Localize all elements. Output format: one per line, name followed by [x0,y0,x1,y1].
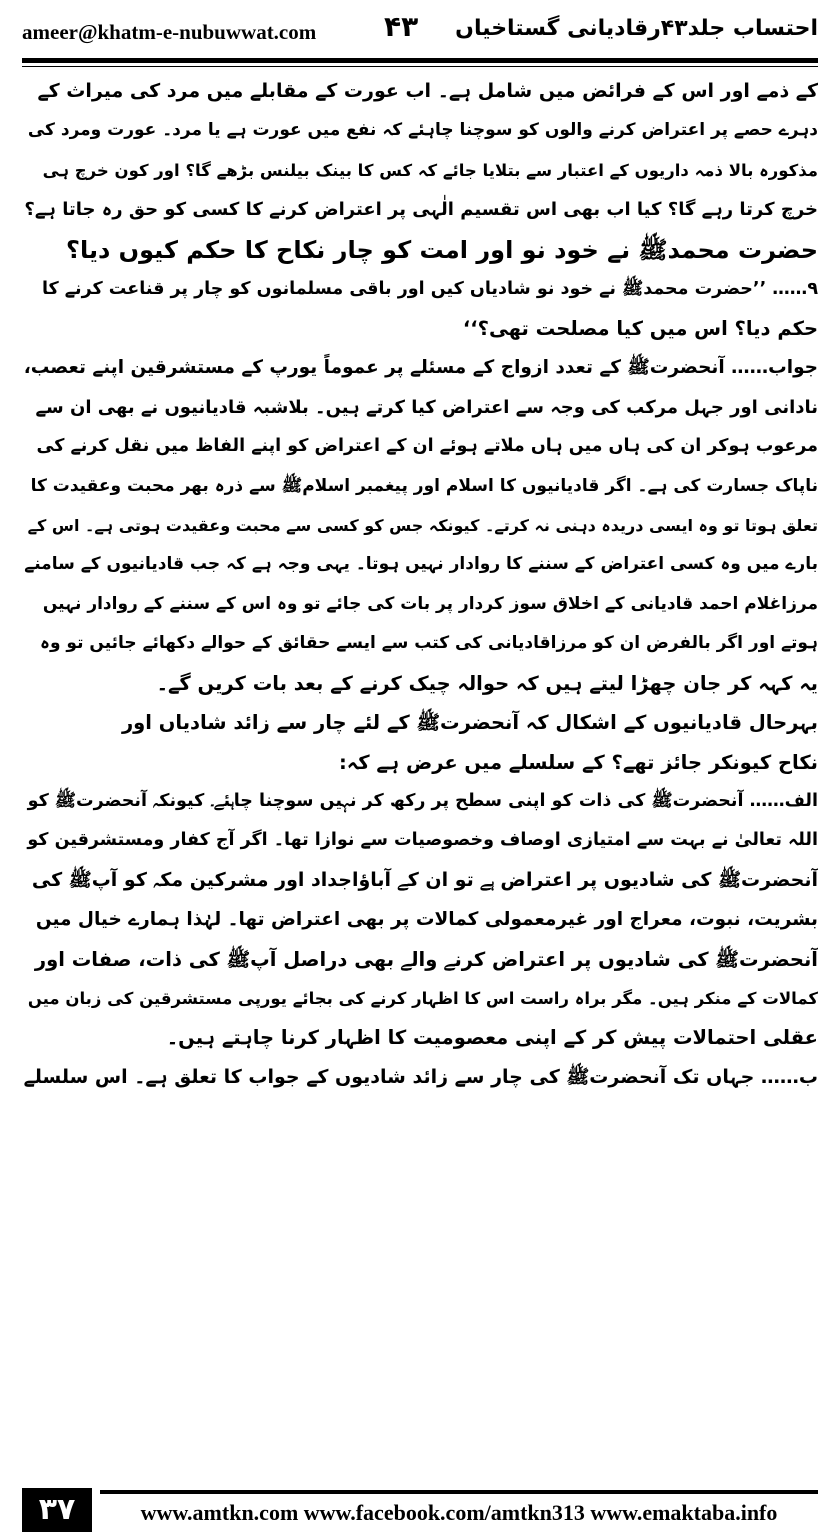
body-line: عقلی احتمالات پیش کر کے اپنی معصومیت کا اظہار کرنا چاہتے ہیں۔ [166,1026,818,1050]
footer-page-number: ۳۷ [22,1488,92,1532]
body-line: دہرے حصے پر اعتراض کرنے والوں کو سوچنا چاہئے کہ نفع میں عورت ہے یا مرد۔ عورت ومرد کی [27,120,818,141]
body-line: نادانی اور جہل مرکب کی وجہ سے اعتراض کیا کرتے ہیں۔ بلاشبہ قادیانیوں نے بھی ان سے [35,396,818,418]
body-line: ۹…… ’’حضرت محمدﷺ نے خود نو شادیاں کیں اور باقی مسلمانوں کو چار پر قناعت کرنے کا [41,278,818,299]
body-line: ہوتے اور اگر بالفرض ان کو مرزاقادیانی کی کتب سے ایسے حقائق کے حوالے دکھائے جائیں تو وہ [39,633,818,654]
body-line: ب…… جہاں تک آنحضرتﷺ کی چار سے زائد شادیوں کے جواب کا تعلق ہے۔ اس سلسلے [23,1065,818,1088]
header-page-number: ۴۳ [384,10,419,43]
section-heading: حضرت محمدﷺ نے خود نو اور امت کو چار نکاح کا حکم کیوں دیا؟ [66,235,818,264]
footer-links[interactable]: www.amtkn.com www.facebook.com/amtkn313 www.emaktaba.info [140,1500,778,1525]
header-rule-thick [22,58,818,63]
footer-rule [100,1490,818,1494]
header-email[interactable]: ameer@khatm-e-nubuwwat.com [22,20,317,44]
page-header [22,6,818,60]
body-line: جواب…… آنحضرتﷺ کے تعدد ازواج کے مسئلے پر عموماً یورپ کے مستشرقین اپنے تعصب، [23,357,818,379]
book-title: احتساب جلد۴۳رقادیانی گستاخیاں [455,16,818,41]
body-line: خرچ کرتا رہے گا؟ کیا اب بھی اس تقسیم الٰہی پر اعتراض کرنے کا کسی کو حق رہ جاتا ہے؟ [24,199,818,221]
body-line: حکم دیا؟ اس میں کیا مصلحت تھی؟‘‘ [462,317,818,341]
page-body [22,72,818,1097]
body-line: کمالات کے منکر ہیں۔ مگر براہ راست اس کا اظہار کرنے کی بجائے یورپی مستشرقین کی زبان میں [27,988,818,1008]
body-line: بہرحال قادیانیوں کے اشکال کہ آنحضرتﷺ کے لئے چار سے زائد شادیاں اور [121,711,818,735]
body-line: مرعوب ہوکر ان کی ہاں میں ہاں ملاتے ہوئے ان کے اعتراض کو اپنے الفاظ میں نقل کرنے کی [36,436,818,457]
body-line: بشریت، نبوت، معراج اور غیرمعمولی کمالات پر بھی اعتراض تھا۔ لہٰذا ہمارے خیال میں [35,909,818,931]
body-line: تعلق ہوتا تو وہ ایسی دریدہ دہنی نہ کرتے۔ کیونکہ جس کو کسی سے محبت وعقیدت ہوتی ہے۔ اس کے [27,516,818,536]
body-line: کے ذمے اور اس کے فرائض میں شامل ہے۔ اب عورت کے مقابلے میں مرد کی میراث کے [37,80,818,102]
body-line: بارے میں وہ کسی اعتراض کے سننے کا روادار نہیں ہوتا۔ یہی وجہ ہے کہ جب قادیانیوں کے سامنے [24,554,818,575]
body-line: یہ کہہ کر جان چھڑا لیتے ہیں کہ حوالہ چیک کرنے کے بعد بات کریں گے۔ [156,671,818,695]
body-line: نکاح کیونکر جائز تھے؟ کے سلسلے میں عرض ہے کہ: [338,750,818,774]
body-line: الف…… آنحضرتﷺ کی ذات کو اپنی سطح پر رکھ کر نہیں سوچنا چاہئے۔ کیونکہ آنحضرتﷺ کو [27,790,818,811]
body-line: مرزاغلام احمد قادیانی کے اخلاق سوز کردار پر بات کی جائے تو وہ اس کے سننے کے روادار نہیں [42,593,818,614]
header-rule-thin [22,66,818,67]
body-line: اللہ تعالیٰ نے بہت سے امتیازی اوصاف وخصوصیات سے نوازا تھا۔ اگر آج کفار ومستشرقین کو [27,830,818,851]
body-line: ناپاک جسارت کی ہے۔ اگر قادیانیوں کا اسلام اور پیغمبر اسلامﷺ سے ذرہ بھر محبت وعقیدت کا [30,475,818,496]
body-line: آنحضرتﷺ کی شادیوں پر اعتراض ہے تو ان کے آباؤاجداد اور مشرکین مکہ کو آپﷺ کی [31,868,818,891]
body-line: آنحضرتﷺ کی شادیوں پر اعتراض کرنے والے بھی دراصل آپﷺ کی ذات، صفات اور [34,947,818,971]
body-line: مذکورہ بالا ذمہ داریوں کے اعتبار سے بتلایا جائے کہ کس کا بینک بیلنس بڑھے گا؟ اور کون خرچ ہی [42,160,818,180]
